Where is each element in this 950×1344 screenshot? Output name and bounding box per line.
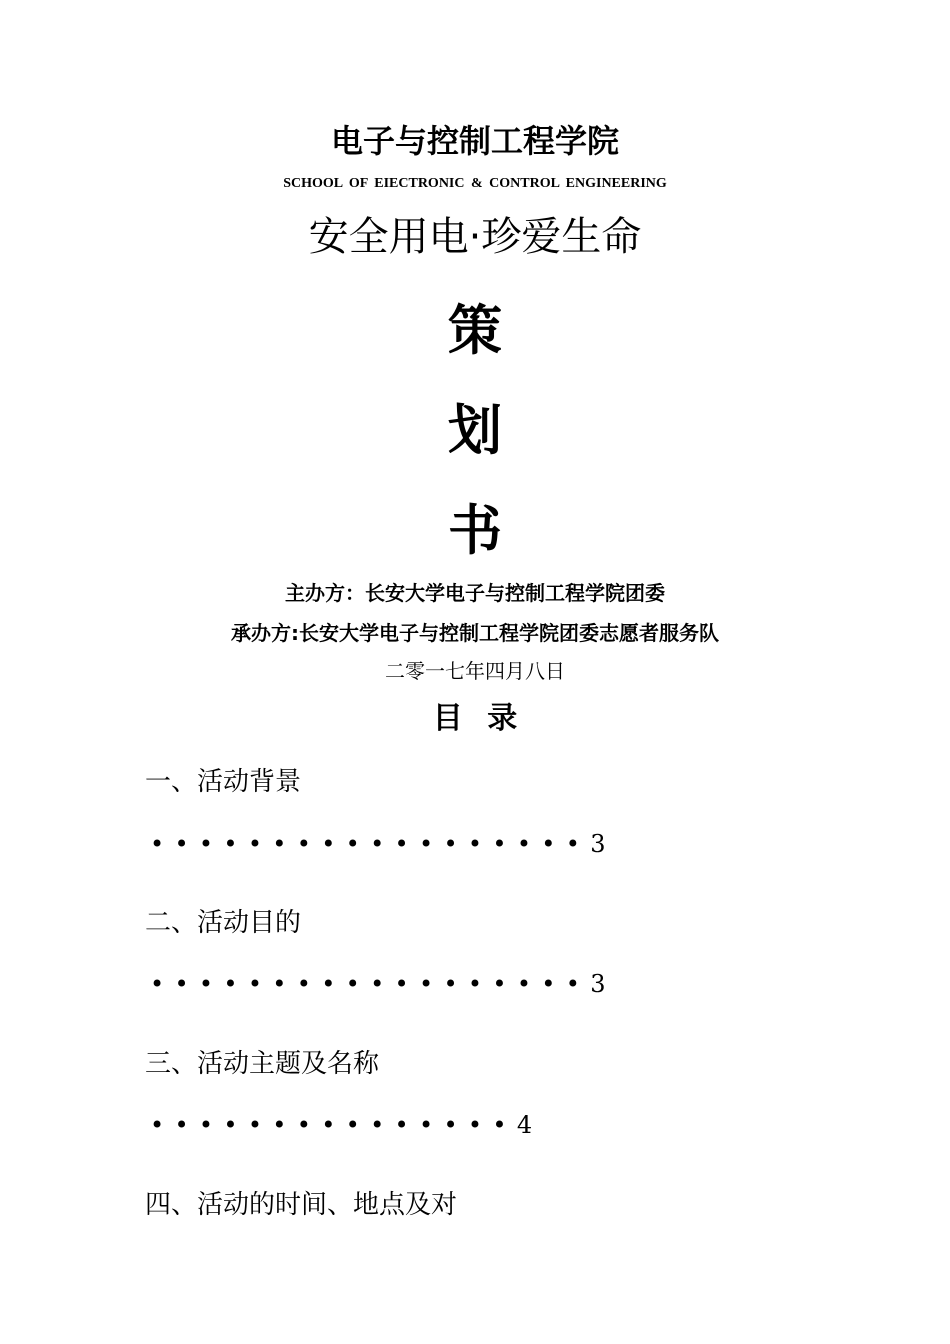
toc-page-number: 4 [516, 1111, 533, 1139]
title-char-3: 书 [448, 499, 502, 562]
school-name-cn: 电子与控制工程学院 [330, 122, 619, 160]
document-date: 二零一七年四月八日 [385, 659, 565, 683]
school-name-en: SCHOOL OF EIECTRONIC & CONTROL ENGINEERING [283, 176, 667, 191]
toc-entry-leader [150, 1111, 532, 1139]
toc-entry-leader [150, 830, 606, 858]
toc-leader-dots: ••••••••••••••• [150, 1111, 517, 1139]
title-char-1: 策 [448, 299, 502, 362]
toc-entry-leader [150, 970, 606, 998]
host-line: 主办方：长安大学电子与控制工程学院团委 [285, 581, 665, 605]
toc-entry-label: 一、活动背景 [145, 767, 302, 797]
toc-entry-label: 二、活动目的 [145, 908, 302, 938]
title-char-2: 划 [448, 399, 502, 462]
toc-page-number: 3 [590, 830, 606, 858]
toc-leader-dots: •••••••••••••••••• [150, 970, 591, 998]
toc-title: 目 录 [432, 701, 518, 736]
toc-entry-label: 三、活动主题及名称 [145, 1049, 380, 1079]
event-theme: 安全用电·珍爱生命 [308, 214, 642, 260]
toc-entry-label: 四、活动的时间、地点及对 [145, 1190, 458, 1220]
toc-leader-dots: •••••••••••••••••• [150, 830, 591, 858]
organizer-line: 承办方:长安大学电子与控制工程学院团委志愿者服务队 [231, 621, 719, 645]
toc-page-number: 3 [590, 970, 606, 998]
